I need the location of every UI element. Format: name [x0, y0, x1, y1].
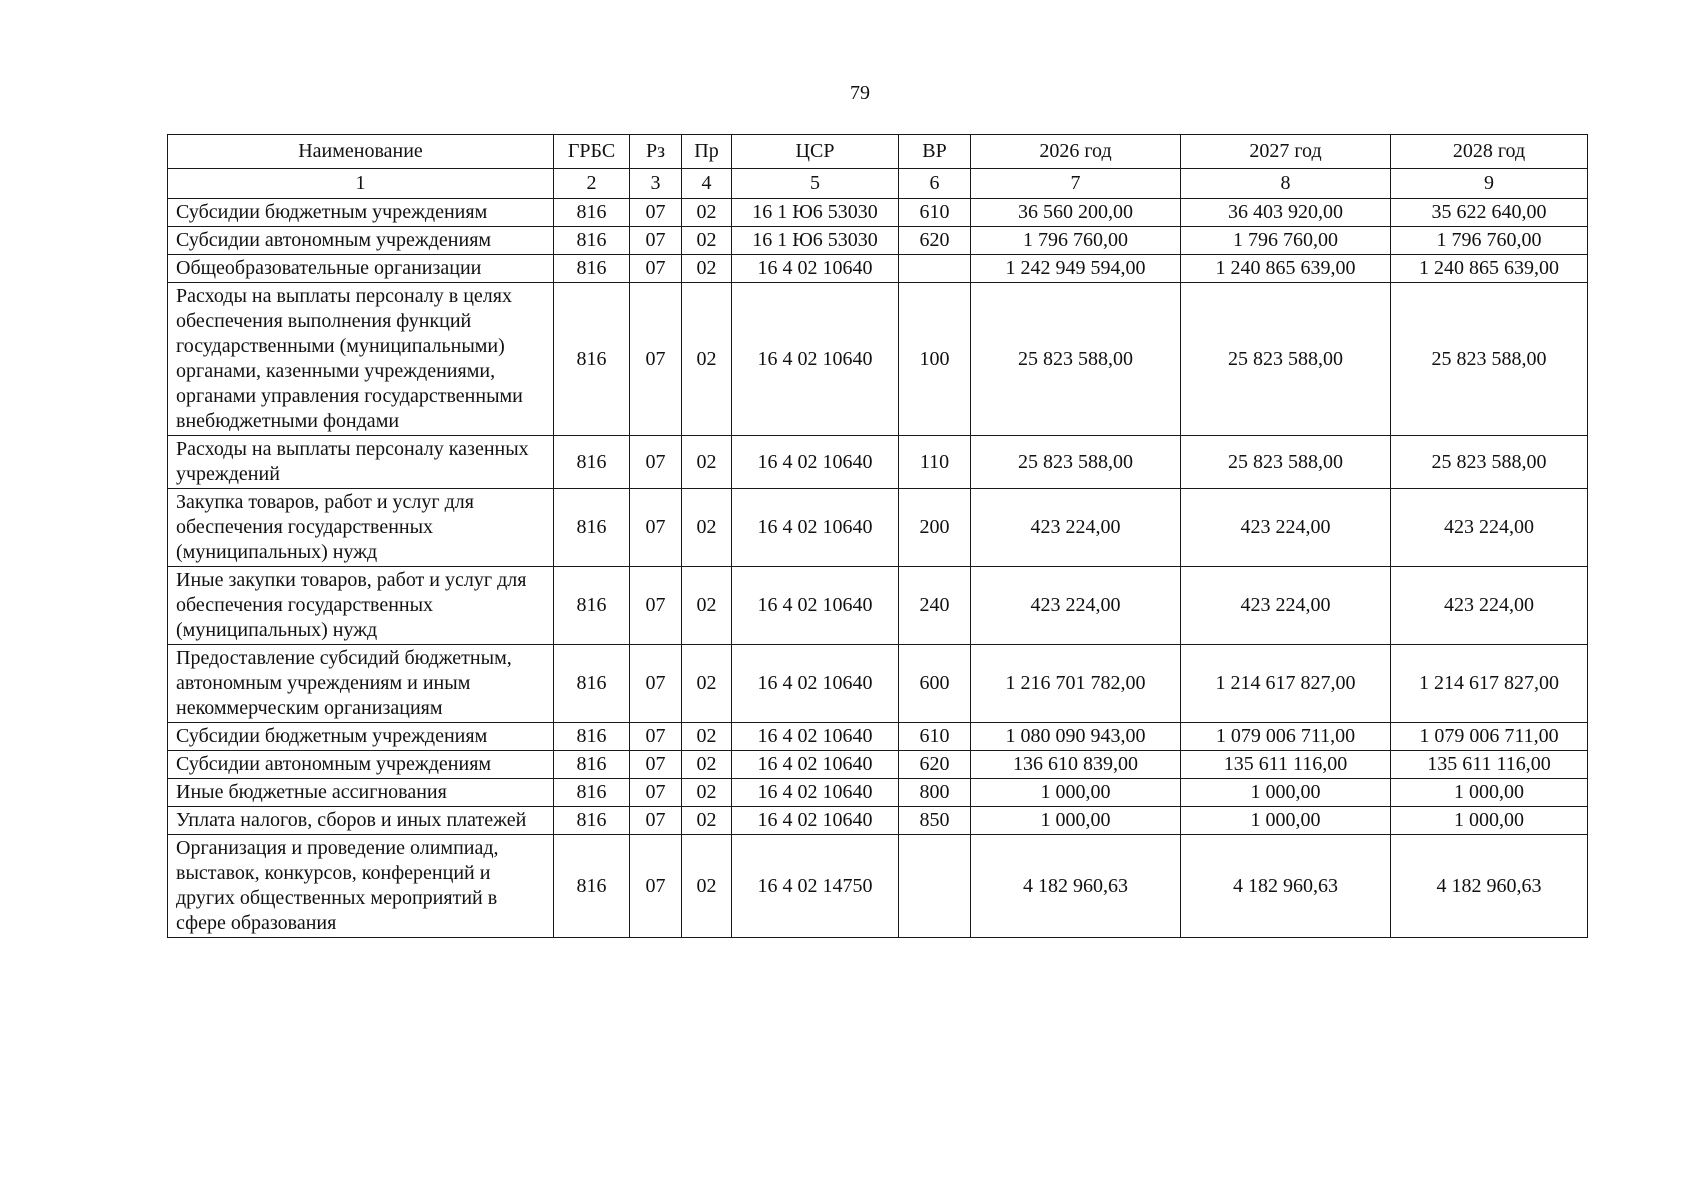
row-rz: 07	[630, 489, 682, 567]
header-name: Наименование	[168, 135, 554, 169]
row-2027: 135 611 116,00	[1181, 751, 1391, 779]
row-pr: 02	[682, 751, 732, 779]
row-grbs: 816	[554, 807, 630, 835]
column-number: 1	[168, 169, 554, 199]
row-vr: 620	[899, 751, 971, 779]
row-vr: 610	[899, 199, 971, 227]
row-name: Уплата налогов, сборов и иных платежей	[168, 807, 554, 835]
row-rz: 07	[630, 779, 682, 807]
row-csr: 16 4 02 10640	[732, 436, 899, 489]
row-csr: 16 4 02 10640	[732, 489, 899, 567]
table-row	[168, 255, 1588, 283]
row-pr: 02	[682, 283, 732, 436]
row-rz: 07	[630, 436, 682, 489]
table-row	[168, 723, 1588, 751]
row-2027: 423 224,00	[1181, 567, 1391, 645]
header-2027: 2027 год	[1181, 135, 1391, 169]
row-name: Предоставление субсидий бюджетным, автономным учреждениям и иным некоммерческим организациям	[168, 645, 554, 723]
row-2028: 25 823 588,00	[1391, 283, 1588, 436]
row-name: Субсидии автономным учреждениям	[168, 227, 554, 255]
row-pr: 02	[682, 779, 732, 807]
row-grbs: 816	[554, 227, 630, 255]
row-2026: 25 823 588,00	[971, 283, 1181, 436]
table-row	[168, 199, 1588, 227]
row-vr: 800	[899, 779, 971, 807]
table-row	[168, 779, 1588, 807]
row-csr: 16 4 02 10640	[732, 645, 899, 723]
row-pr: 02	[682, 199, 732, 227]
header-rz: Рз	[630, 135, 682, 169]
row-grbs: 816	[554, 283, 630, 436]
row-rz: 07	[630, 751, 682, 779]
row-vr: 240	[899, 567, 971, 645]
row-name: Иные бюджетные ассигнования	[168, 779, 554, 807]
row-grbs: 816	[554, 255, 630, 283]
header-csr: ЦСР	[732, 135, 899, 169]
row-2027: 1 000,00	[1181, 779, 1391, 807]
row-2026: 423 224,00	[971, 489, 1181, 567]
row-pr: 02	[682, 489, 732, 567]
row-csr: 16 1 Ю6 53030	[732, 199, 899, 227]
row-csr: 16 4 02 10640	[732, 723, 899, 751]
row-name: Закупка товаров, работ и услуг для обеспечения государственных (муниципальных) нужд	[168, 489, 554, 567]
row-2027: 423 224,00	[1181, 489, 1391, 567]
row-grbs: 816	[554, 199, 630, 227]
row-rz: 07	[630, 567, 682, 645]
row-pr: 02	[682, 807, 732, 835]
table-row	[168, 645, 1588, 723]
column-number: 4	[682, 169, 732, 199]
table-row	[168, 807, 1588, 835]
page-number: 79	[850, 82, 870, 104]
row-pr: 02	[682, 227, 732, 255]
table-row	[168, 489, 1588, 567]
header-row	[168, 135, 1588, 169]
row-csr: 16 4 02 10640	[732, 807, 899, 835]
row-pr: 02	[682, 436, 732, 489]
column-number: 6	[899, 169, 971, 199]
row-2027: 1 079 006 711,00	[1181, 723, 1391, 751]
row-rz: 07	[630, 835, 682, 938]
column-number: 2	[554, 169, 630, 199]
row-2027: 1 240 865 639,00	[1181, 255, 1391, 283]
row-name: Общеобразовательные организации	[168, 255, 554, 283]
row-pr: 02	[682, 255, 732, 283]
row-2026: 4 182 960,63	[971, 835, 1181, 938]
row-2028: 1 079 006 711,00	[1391, 723, 1588, 751]
row-grbs: 816	[554, 779, 630, 807]
row-2028: 4 182 960,63	[1391, 835, 1588, 938]
row-vr: 100	[899, 283, 971, 436]
row-vr: 110	[899, 436, 971, 489]
row-grbs: 816	[554, 489, 630, 567]
row-pr: 02	[682, 835, 732, 938]
row-2026: 1 080 090 943,00	[971, 723, 1181, 751]
row-2026: 136 610 839,00	[971, 751, 1181, 779]
row-vr	[899, 255, 971, 283]
row-csr: 16 1 Ю6 53030	[732, 227, 899, 255]
row-2028: 1 214 617 827,00	[1391, 645, 1588, 723]
header-2026: 2026 год	[971, 135, 1181, 169]
table-row	[168, 751, 1588, 779]
row-csr: 16 4 02 10640	[732, 779, 899, 807]
row-2027: 25 823 588,00	[1181, 283, 1391, 436]
row-rz: 07	[630, 227, 682, 255]
row-2026: 1 242 949 594,00	[971, 255, 1181, 283]
row-grbs: 816	[554, 436, 630, 489]
column-number: 9	[1391, 169, 1588, 199]
row-name: Расходы на выплаты персоналу казенных учреждений	[168, 436, 554, 489]
row-2026: 1 796 760,00	[971, 227, 1181, 255]
row-grbs: 816	[554, 751, 630, 779]
row-2027: 4 182 960,63	[1181, 835, 1391, 938]
row-2027: 25 823 588,00	[1181, 436, 1391, 489]
row-2028: 1 000,00	[1391, 807, 1588, 835]
column-number: 5	[732, 169, 899, 199]
row-pr: 02	[682, 645, 732, 723]
row-2028: 1 240 865 639,00	[1391, 255, 1588, 283]
row-name: Субсидии бюджетным учреждениям	[168, 723, 554, 751]
table-row	[168, 835, 1588, 938]
row-rz: 07	[630, 645, 682, 723]
row-pr: 02	[682, 567, 732, 645]
row-2026: 423 224,00	[971, 567, 1181, 645]
row-grbs: 816	[554, 723, 630, 751]
column-number: 7	[971, 169, 1181, 199]
row-rz: 07	[630, 255, 682, 283]
row-2027: 1 796 760,00	[1181, 227, 1391, 255]
row-2027: 36 403 920,00	[1181, 199, 1391, 227]
row-2026: 36 560 200,00	[971, 199, 1181, 227]
column-number: 3	[630, 169, 682, 199]
header-2028: 2028 год	[1391, 135, 1588, 169]
row-pr: 02	[682, 723, 732, 751]
row-name: Иные закупки товаров, работ и услуг для обеспечения государственных (муниципальных) нужд	[168, 567, 554, 645]
row-name: Субсидии автономным учреждениям	[168, 751, 554, 779]
row-csr: 16 4 02 10640	[732, 567, 899, 645]
header-pr: Пр	[682, 135, 732, 169]
row-csr: 16 4 02 10640	[732, 283, 899, 436]
row-csr: 16 4 02 10640	[732, 255, 899, 283]
row-2028: 35 622 640,00	[1391, 199, 1588, 227]
row-2028: 25 823 588,00	[1391, 436, 1588, 489]
row-vr: 200	[899, 489, 971, 567]
table-row	[168, 567, 1588, 645]
row-2026: 1 000,00	[971, 807, 1181, 835]
header-vr: ВР	[899, 135, 971, 169]
row-2028: 423 224,00	[1391, 567, 1588, 645]
row-rz: 07	[630, 199, 682, 227]
header-grbs: ГРБС	[554, 135, 630, 169]
row-grbs: 816	[554, 835, 630, 938]
column-number: 8	[1181, 169, 1391, 199]
row-rz: 07	[630, 723, 682, 751]
row-vr: 610	[899, 723, 971, 751]
row-2028: 1 000,00	[1391, 779, 1588, 807]
row-2026: 1 000,00	[971, 779, 1181, 807]
row-2028: 423 224,00	[1391, 489, 1588, 567]
row-vr	[899, 835, 971, 938]
row-name: Организация и проведение олимпиад, выставок, конкурсов, конференций и других общественных мероприятий в сфере образования	[168, 835, 554, 938]
row-vr: 620	[899, 227, 971, 255]
row-rz: 07	[630, 283, 682, 436]
row-2028: 135 611 116,00	[1391, 751, 1588, 779]
row-grbs: 816	[554, 567, 630, 645]
row-csr: 16 4 02 14750	[732, 835, 899, 938]
row-csr: 16 4 02 10640	[732, 751, 899, 779]
row-vr: 600	[899, 645, 971, 723]
row-2026: 1 216 701 782,00	[971, 645, 1181, 723]
budget-table	[167, 134, 1588, 938]
row-2027: 1 214 617 827,00	[1181, 645, 1391, 723]
row-2027: 1 000,00	[1181, 807, 1391, 835]
column-number-row	[168, 169, 1588, 199]
table-row	[168, 283, 1588, 436]
row-2026: 25 823 588,00	[971, 436, 1181, 489]
row-name: Расходы на выплаты персоналу в целях обеспечения выполнения функций государственными (муниципальными) органами, казенными учреждениями, органами управления государственными внебюджетными фондами	[168, 283, 554, 436]
table-row	[168, 227, 1588, 255]
table-row	[168, 436, 1588, 489]
row-vr: 850	[899, 807, 971, 835]
row-2028: 1 796 760,00	[1391, 227, 1588, 255]
row-name: Субсидии бюджетным учреждениям	[168, 199, 554, 227]
row-rz: 07	[630, 807, 682, 835]
row-grbs: 816	[554, 645, 630, 723]
